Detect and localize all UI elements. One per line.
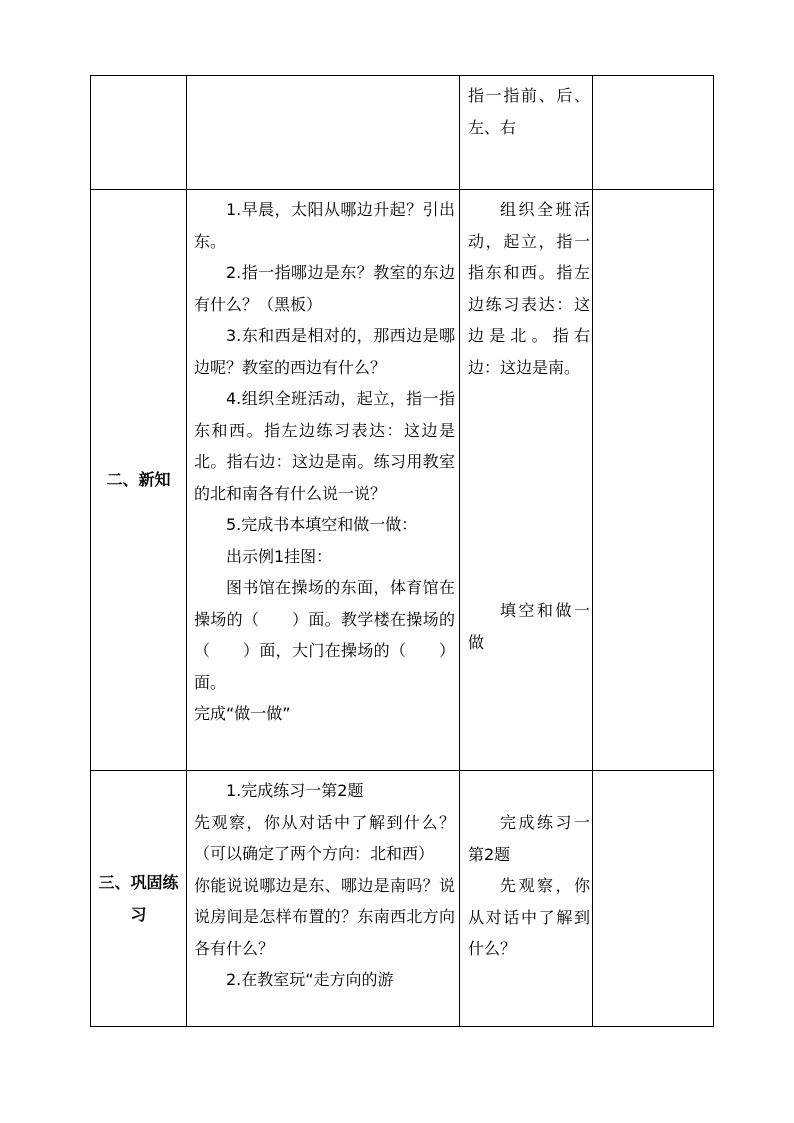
table-row [91, 190, 714, 771]
content-paragraph: 4.组织全班活动，起立，指一指东和西。指左边练习表达：这边是北。指右边：这边是南。练习用教室的北和南各有什么说一说？ [194, 389, 455, 503]
content-paragraph: 2.在教室玩“走方向的游 [226, 970, 394, 989]
stage-label: 二、新知 [106, 470, 171, 490]
content-paragraph: 图书馆在操场的东面，体育馆在操场的（ ）面。教学楼在操场的（ ）面，大门在操场的（ ）面。 [194, 578, 455, 692]
stage-cell [91, 771, 187, 1027]
student-activity-text: 填空和做一做 [468, 601, 590, 652]
content-cell-empty [187, 76, 460, 190]
stage-label: 三、巩固练习 [98, 873, 179, 924]
stage-cell-empty [91, 76, 187, 190]
student-activity-cell [460, 771, 593, 1027]
content-paragraph: 2.指一指哪边是东？教室的东边有什么？（黑板） [194, 263, 455, 314]
content-paragraph: 完成“做一做” [194, 704, 291, 723]
student-activity-text: 先观察，你从对话中了解到什么？ [468, 876, 590, 958]
content-paragraph: 先观察，你从对话中了解到什么？（可以确定了两个方向：北和西） [194, 812, 455, 863]
notes-cell-empty [593, 76, 714, 190]
student-activity-cell [460, 190, 593, 771]
lesson-plan-table [90, 75, 714, 1027]
table-row [91, 76, 714, 190]
content-paragraph: 1.早晨，太阳从哪边升起？引出东。 [194, 200, 455, 251]
content-cell [187, 771, 460, 1027]
student-activity-text: 组织全班活动，起立，指一指东和西。指左边练习表达：这边是北。指右边：这边是南。 [468, 200, 590, 377]
content-cell [187, 190, 460, 771]
student-activity-text: 完成练习一第2题 [468, 813, 590, 864]
table-row [91, 771, 714, 1027]
content-paragraph: 3.东和西是相对的，那西边是哪边呢？教室的西边有什么？ [194, 326, 455, 377]
student-activity-text: 指一指前、后、左、右 [468, 86, 590, 137]
notes-cell-empty [593, 190, 714, 771]
stage-cell [91, 190, 187, 771]
content-paragraph: 1.完成练习一第2题 [226, 781, 364, 800]
content-paragraph: 出示例1挂图： [226, 546, 333, 566]
content-paragraph: 5.完成书本填空和做一做： [226, 515, 418, 534]
notes-cell-empty [593, 771, 714, 1027]
student-activity-cell [460, 76, 593, 190]
content-paragraph: 你能说说哪边是东、哪边是南吗？说说房间是怎样布置的？东南西北方向各有什么？ [194, 875, 455, 958]
